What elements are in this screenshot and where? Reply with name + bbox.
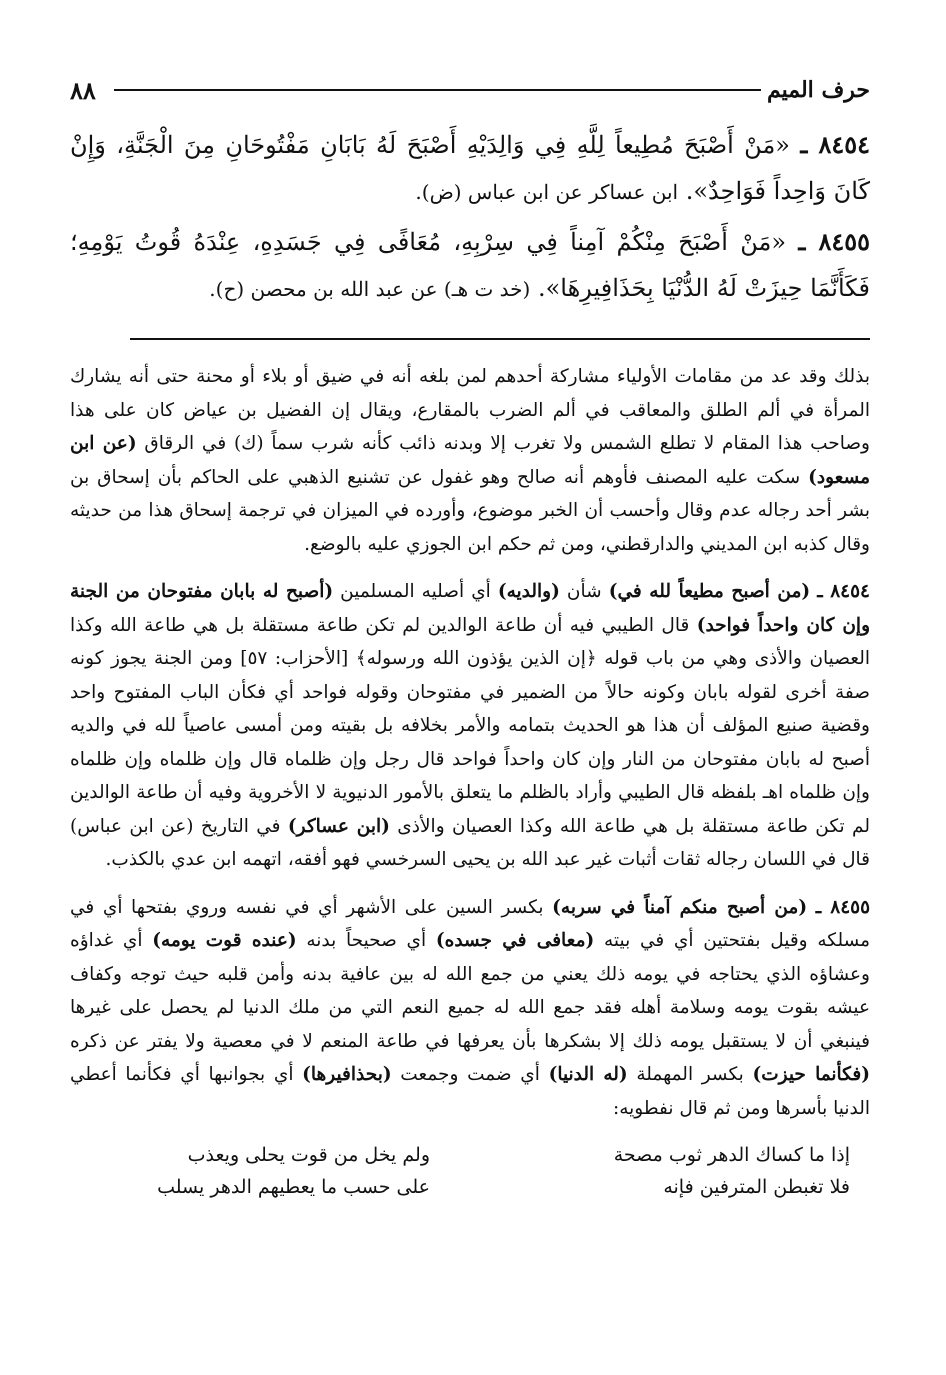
poem: [70, 1139, 870, 1203]
commentary-number: ٨٤٥٤ ـ: [817, 581, 870, 602]
hadith-text: «مَنْ أَصْبَحَ مُطِيعاً لِلَّهِ فِي وَالِدَيْهِ أَصْبَحَ لَهُ بَابَانِ مَفْتُوحَانِ مِنَ الْجَنَّةِ، وَإِنْ كَانَ وَاحِداً فَوَاحِدٌ».: [70, 131, 870, 205]
poem-hemistich: ولم يخل من قوت يحلى ويعذب: [187, 1144, 430, 1166]
commentary-bold: (أصبح له بابان مفتوحان من الجنة وإن كان واحداً فواحد): [70, 581, 870, 636]
book-page: [70, 70, 870, 1203]
commentary-text: شأن: [566, 581, 602, 602]
hadith-source: ابن عساكر عن ابن عباس (ض).: [415, 180, 679, 204]
commentary-bold: (من أصبح مطيعاً لله في): [608, 581, 811, 602]
page-number: ٨٨: [70, 75, 96, 105]
commentary-8454: [70, 575, 870, 877]
commentary-text: أي ضمت وجمعت: [400, 1064, 540, 1085]
commentary-bold: (فكأنما حيزت): [752, 1064, 871, 1085]
commentary-text: بكسر السين على الأشهر أي في نفسه وروي بفتحها أي في مسلكه وقيل بفتحتين أي في بيته: [70, 896, 871, 951]
commentary-bold: (والديه): [497, 581, 560, 602]
section-title: حرف الميم: [766, 77, 870, 103]
poem-hemistich: إذا ما كساك الدهر ثوب مصحة: [613, 1144, 850, 1166]
commentary-number: ٨٤٥٥ ـ: [815, 896, 871, 918]
commentary-text: أي غداؤه وعشاؤه الذي يحتاجه في يومه ذلك يعني من جمع الله له بين عافية بدنه وأمن قلبه حيث توجه وكفاف عيشه بقوت يومه وسلامة أهله فقد جمع الله له جميع النعم التي من ملك الدنيا لم يحصل على غيرها فينبغي أن لا يستقبل يومه ذلك إلا بشكرها بأن يعرفها في طاعة المنعم لا في معصية ولا يفتر عن ذكره: [70, 930, 870, 1052]
commentary-text: أي أصليه المسلمين: [340, 581, 491, 602]
hadith-section: [70, 122, 870, 312]
commentary-bold: (من أصبح منكم آمناً في سربه): [552, 896, 808, 918]
commentary-text: بذلك وقد عد من مقامات الأولياء مشاركة أحدهم لمن بلغه أنه في ضيق أو بلاء أو محنة حتى أنه يشارك المرأة في ألم الطلق والمعاقب في ألم الضرب بالمقارع، ويقال إن الفضيل بن عياض كان على هذا وصاحب هذا المقام لا تطلع الشمس ولا تغرب إلا وبدنه ذائب كأنه شرب سماً (ك) في الرقاق: [70, 366, 870, 454]
hadith-8455: [70, 219, 870, 312]
commentary-bold: (عن ابن مسعود): [70, 433, 870, 488]
hadith-number: ٨٤٥٥ ـ: [798, 227, 870, 256]
commentary-text: أي بجوانبها أي فكأنما أعطي الدنيا بأسرها ومن ثم قال نفطويه:: [70, 1064, 870, 1119]
commentary-text: في التاريخ (عن ابن عباس) قال في اللسان رجاله ثقات أثبات غير عبد الله بن يحيى السرخسي فهو أفقه، اتهمه ابن عدي بالكذب.: [70, 815, 870, 870]
poem-hemistich: على حسب ما يعطيهم الدهر يسلب: [157, 1176, 430, 1198]
commentary-text: بكسر المهملة: [636, 1064, 744, 1085]
commentary-text: سكت عليه المصنف فأوهم أنه صالح وهو غفول عن تشنيع الذهبي على الحاكم بأن إسحاق بن بشر أحد رجاله عدم وقال وأحسب أن الخبر موضوع، وأورده في الميزان في ترجمة إسحاق هذا من حديثه وقال كذبه ابن المديني والدارقطني، ومن ثم حكم ابن الجوزي عليه بالوضع.: [70, 466, 870, 555]
commentary-bold: (معافى في جسده): [435, 930, 595, 951]
commentary-text: أي صحيحاً بدنه: [306, 930, 427, 951]
commentary-bold: (ابن عساكر): [287, 815, 390, 837]
hadith-8454: [70, 122, 870, 215]
commentary: [70, 360, 870, 1203]
commentary-8455: [70, 891, 870, 1126]
commentary-text: قال الطيبي فيه أن طاعة الوالدين لم تكن طاعة مستقلة بل هي طاعة الله وكذا العصيان والأذى وهي من باب قوله ﴿إن الذين يؤذون الله ورسوله﴾ [الأحزاب: ٥٧] ومن الجنة يجوز كونه صفة أخرى لقوله بابان وكونه حالاً من الضمير في مفتوحان وقوله فواحد أي فكأن الباب المفتوح واحد وقضية صنيع المؤلف أن هذا هو الحديث بتمامه والأمر بخلافه بل بقيته ومن أمسى عاصياً لله في والديه أصبح له بابان مفتوحان من النار وإن كان واحداً فواحد قال رجل وإن ظلماه قال وإن ظلماه وإن ظلماه وإن ظلماه اهـ بلفظه قال الطيبي وأراد بالظلم ما يتعلق بالأمور الدنيوية لا الأخروية وفيه أن طاعة الوالدين لم تكن طاعة مستقلة بل هي طاعة الله وكذا العصيان والأذى: [70, 614, 871, 837]
poem-hemistich: فلا تغبطن المترفين فإنه: [663, 1176, 850, 1198]
commentary-bold: (عنده قوت يومه): [152, 930, 297, 951]
commentary-paragraph: [70, 360, 870, 561]
hadith-text: «مَنْ أَصْبَحَ مِنْكُمْ آمِناً فِي سِرْبِهِ، مُعَافًى فِي جَسَدِهِ، عِنْدَهُ قُوتُ يَوْمِهِ؛ فَكَأَنَّمَا حِيزَتْ لَهُ الدُّنْيَا بِحَذَافِيرِهَا».: [70, 228, 870, 302]
footnote-separator: [130, 338, 870, 340]
commentary-bold: (له الدنيا): [548, 1064, 628, 1085]
header-rule: [114, 89, 761, 91]
commentary-bold: (بحذافيرها): [302, 1064, 392, 1085]
page-header: [70, 70, 870, 110]
hadith-number: ٨٤٥٤ ـ: [800, 130, 870, 159]
hadith-source: (خد ت هـ) عن عبد الله بن محصن (ح).: [209, 277, 531, 301]
